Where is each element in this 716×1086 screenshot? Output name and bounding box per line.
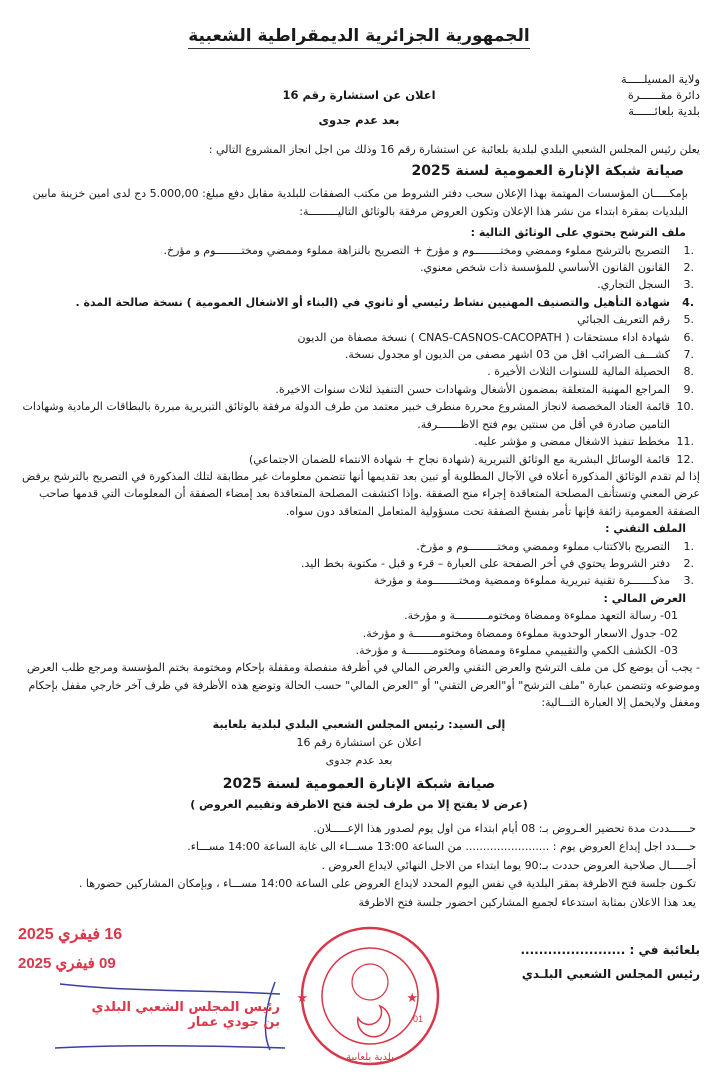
list-item: 01- رسالة التعهد مملوءة وممضاة ومختومــــــــــة و مؤرخة. xyxy=(404,609,678,623)
list-item: .11 مخطط تنفيذ الاشغال ممضى و مؤشر عليه. xyxy=(474,435,694,449)
municipal-seal xyxy=(296,920,440,1070)
wilaya: ولاية المسيلـــــة xyxy=(620,72,700,86)
warning-paragraph: إذا لم تقدم الوثائق المذكورة أعلاه في الآجال المطلوبة أو تبين بعد تقديمها أنها تتضمن معلومات غير مطابقة لتلك المذكورة في التصريح بالترشح يرفض عرض المعني وتستأنف المصلحة المتعاقدة إجراء منح الصفقة .وإذا اكتشفت المصلحة المتعاقدة بعد إمضاء الصفقة أن المعلومات التي قدمها صاحب الصفقة العمومية زائفة فإنها تأمر بفسخ الصفقة تحت مسؤولية المتعامل المتعاقد دون سواه. xyxy=(22,469,700,518)
candidacy-list xyxy=(18,242,700,468)
list-item: .6 شهادة اداء مستحقات ( CNAS-CASNOS-CACOPATH ) نسخة مصفاة من الديون xyxy=(297,330,694,344)
signature-area xyxy=(18,920,700,1074)
term-summons: يعد هذا الاعلان بمثابة استدعاء لجميع المشاركين احضور جلسة فتح الاظرفة xyxy=(358,895,696,909)
envelope-recipient: إلى السيد: رئيس المجلس الشعبي البلدي لبلدية بلعايبة xyxy=(212,717,506,731)
signature-stamp-box xyxy=(50,978,290,1052)
announcement-subtitle: بعد عدم جدوى xyxy=(318,113,400,127)
list-item: 03- الكشف الكمي والتقييمي مملوءة وممضاة ومختومــــــــة و مؤرخة. xyxy=(355,643,678,657)
list-item: .9 المراجع المهنية المتعلقة بمضمون الأشغال وشهادات حسن التنفيذ لثلاث سنوات الاخيرة. xyxy=(275,382,694,396)
envelope-project: صيانة شبكة الإنارة العمومية لسنة 2025 xyxy=(222,775,496,792)
intro: يعلن رئيس المجلس الشعبي البلدي لبلدية بلعائبة عن استشارة رقم 16 وذلك من اجل انجاز المشروع التالي : xyxy=(208,143,700,156)
term-preparation: حــــــددت مدة تحضير العـروض بـ: 08 أيام ابتداء من اول يوم لصدور هذا الإعـــــلان. xyxy=(313,821,696,835)
list-item: .3 السجل التجاري. xyxy=(597,278,694,292)
list-item: .3 مذكـــــــرة تقنية تبريرية مملوءة وممضية ومختــــــــومة و مؤرخة xyxy=(373,574,694,588)
list-item: .4 شهادة التأهيل والتصنيف المهنيين نشاط رئيسي أو ثانوي في (البناء أو الاشغال العمومية ) نسخة صالحة المدة . xyxy=(75,295,694,309)
announcement-heading xyxy=(168,71,550,133)
administrative-header xyxy=(550,71,700,133)
daira: دائرة مقــــــرة xyxy=(627,88,700,102)
announcement-title: اعلان عن استشارة رقم 16 xyxy=(282,88,436,102)
list-item: .1 التصريح بالاكتتاب مملوء وممضي ومختـــــــــوم و مؤرخ. xyxy=(416,539,694,553)
list-item: .7 كشـــف الضرائب اقل من 03 اشهر مصفى من الديون او مجدول نسخة. xyxy=(344,348,694,362)
list-item: 02- جدول الاسعار الوحدوية مملوءة وممضاة ومختومــــــــة و مؤرخة. xyxy=(362,626,678,640)
envelopes-paragraph: - يجب أن يوضع كل من ملف الترشح والعرض التقني والعرض المالي في أظرفة منفصلة ومقفلة بإحكام ومختومة بختم المؤسسة ومرجع طلب العرض وموضوعه وتتضمن عبارة "ملف الترشح" أو"العرض التقني" أو "العرض المالي" حسب الحالة وتوضع هذه الأظرفة في ظرف آخر خارجي مقفل بإحكام ومغفل ولايحمل إلا العبارة التـــالية: xyxy=(26,661,700,710)
financial-heading: العرض المالي : xyxy=(603,591,686,605)
envelope-note: (عرض لا يفتح إلا من طرف لجنة فتح الاظرفة وتقييم العروض ) xyxy=(190,797,528,811)
svg-text:★: ★ xyxy=(296,991,308,1007)
header-row xyxy=(18,71,700,133)
deposit-date-stamp: 16 فيفري 2025 xyxy=(18,926,123,944)
project-title: صيانة شبكة الإنارة العمومية لسنة 2025 xyxy=(411,163,684,180)
seal-number: 01 xyxy=(412,1014,423,1025)
signature-block xyxy=(440,920,700,986)
republic-title: الجمهورية الجزائرية الديمقراطية الشعبية xyxy=(188,26,530,49)
candidacy-heading: ملف الترشح يحتوي على الوثائق التالية : xyxy=(470,226,686,240)
signature-role: رئيس المجلس الشعبي البلـدي xyxy=(521,967,700,982)
list-item: .2 القانون القانون الأساسي للمؤسسة ذات شخص معنوي. xyxy=(420,261,694,275)
list-item: .10 قائمة العتاد المخصصة لانجاز المشروع محررة منطرف خبير معتمد من طرف الدولة مرفقة بالوثائق التبريرية مبررة بالبطاقات الرمادية وشهادات التامين صادرة في أقل من سنتين يوم فتح الاظـــــــرفة. xyxy=(22,400,694,431)
list-item: .2 دفتر الشروط يحتوي في أخر الصفحة على العبارة – قرء و قبل - مكتوبة بخط اليد. xyxy=(301,556,694,570)
list-item: .1 التصريح بالترشح مملوء وممضي ومختــــــــوم و مؤرخ + التصريح بالنزاهة مملوء وممضي ومختــــــــوم و مؤرخ. xyxy=(163,243,694,257)
term-deposit: حــــدد اجل إيداع العروض يوم : ........................ من الساعة 13:00 مســـاء الى غاية الساعة 14:00 مســـاء. xyxy=(187,840,696,854)
availability: بإمكـــــان المؤسسات المهتمة بهذا الإعلان سحب دفتر الشروط من مكتب الصفقات للبلدية مقابل دفع مبلغ: 5.000,00 دج لدى امين خزينة مابين البلديات بمقرة ابتداء من نشر هذا الإعلان وتكون العروض مرفقة بالوثائق التاليـــــــــة: xyxy=(32,187,688,218)
list-item: .12 قائمة الوسائل البشرية مع الوثائق التبريرية (شهادة نجاح + شهادة الانتماء للضمان الاجتماعي) xyxy=(248,452,694,466)
outer-envelope-block xyxy=(18,716,700,913)
envelope-subtitle: بعد عدم جدوى xyxy=(325,753,393,767)
technical-list xyxy=(18,538,700,590)
signature-stamp: رئيس المجلس الشعبي البلدي بن جودي عمار xyxy=(91,1000,280,1031)
svg-text:★: ★ xyxy=(406,991,418,1007)
term-validity: أجـــــال صلاحية العروض حددت بـ:90 يوما ابتداء من الاجل النهائي لايداع العروض . xyxy=(321,858,696,872)
announcement-body xyxy=(18,141,700,712)
financial-list xyxy=(18,607,700,659)
list-item: .8 الحصيلة المالية للسنوات الثلاث الأخيرة . xyxy=(487,365,694,379)
envelope-title: اعلان عن استشارة رقم 16 xyxy=(296,735,422,749)
signature-place: بلعائبة في : ....................... xyxy=(520,943,700,958)
stamps-column xyxy=(18,920,290,1052)
term-opening: تكـون جلسة فتح الاظرفة بمقر البلدية في نفس اليوم المحدد لايداع العروض على الساعة 14:00 مســـاء ، وبإمكان المشاركين حضورها . xyxy=(78,877,696,891)
technical-heading: الملف التقني : xyxy=(605,522,686,536)
terms xyxy=(18,820,696,913)
seal-column xyxy=(290,920,440,1074)
seal-text: بلدية بلعايبة xyxy=(346,1052,394,1064)
sign-date-stamp: 09 فيفري 2025 xyxy=(18,955,116,973)
list-item: .5 رقم التعريف الجبائي xyxy=(577,313,694,327)
commune: بلدية بلعائــــــة xyxy=(628,104,700,118)
